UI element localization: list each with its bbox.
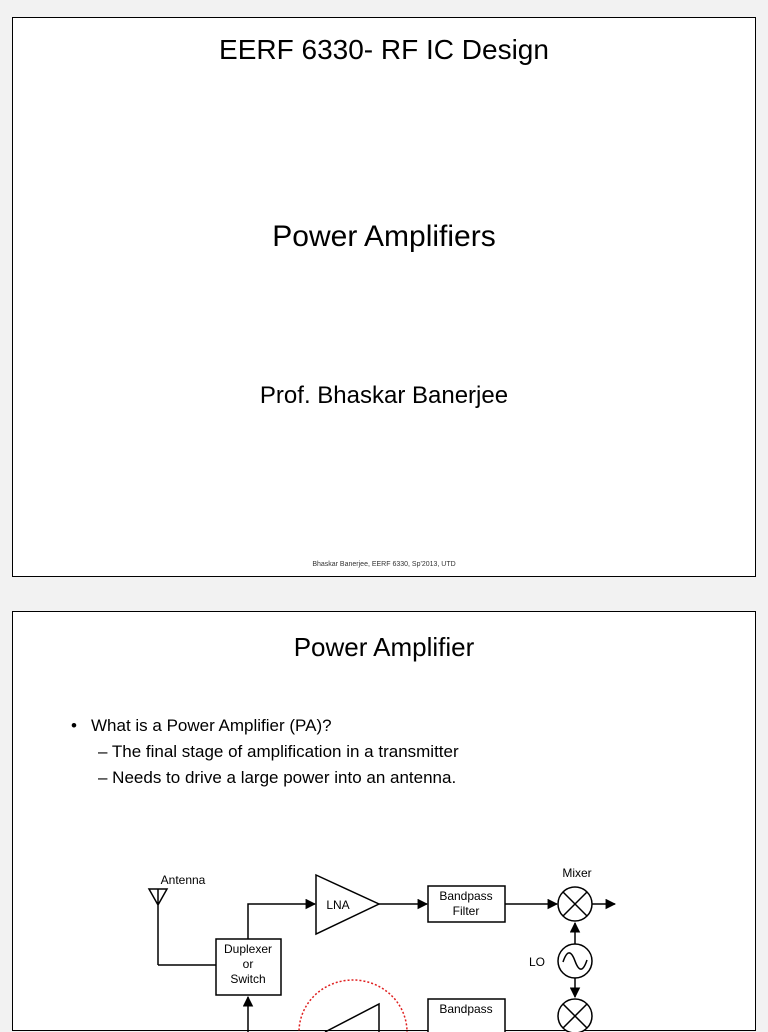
oscillator-icon [558, 944, 592, 978]
antenna-label: Antenna [160, 873, 206, 887]
slide-power-amplifier [12, 611, 756, 1031]
slide-footer: Bhaskar Banerjee, EERF 6330, Sp'2013, UTD [312, 561, 456, 568]
bandpass-filter-rx-label-1: Bandpass [439, 889, 493, 903]
transceiver-block-diagram [13, 612, 757, 1032]
duplexer-label-3: Switch [230, 972, 266, 986]
slide-title [12, 17, 756, 577]
tx-mixer-icon [558, 999, 592, 1032]
lo-label: LO [528, 955, 546, 969]
duplexer-label-1: Duplexer [223, 942, 273, 956]
author-name: Prof. Bhaskar Banerjee [259, 382, 509, 409]
course-title: EERF 6330- RF IC Design [219, 34, 549, 65]
lna-label: LNA [326, 898, 350, 912]
bandpass-filter-tx-label: Bandpass [439, 1002, 493, 1016]
mixer-icon [558, 887, 592, 921]
sub-bullet-item: – The final stage of amplification in a transmitter [98, 742, 459, 761]
slide-title: Power Amplifier [293, 632, 475, 662]
antenna-icon [149, 889, 167, 965]
mixer-label: Mixer [562, 866, 592, 880]
topic-title: Power Amplifiers [272, 220, 496, 253]
sub-bullet-item: – Needs to drive a large power into an antenna. [98, 768, 457, 787]
duplexer-to-lna-line [248, 904, 315, 939]
duplexer-label-2: or [242, 957, 254, 971]
pa-highlight-circle [299, 980, 407, 1032]
bandpass-filter-rx-label-2: Filter [452, 904, 480, 918]
pa-block [325, 1004, 379, 1032]
bullet-text: What is a Power Amplifier (PA)? [91, 716, 332, 735]
bullet-marker: • [71, 716, 77, 735]
